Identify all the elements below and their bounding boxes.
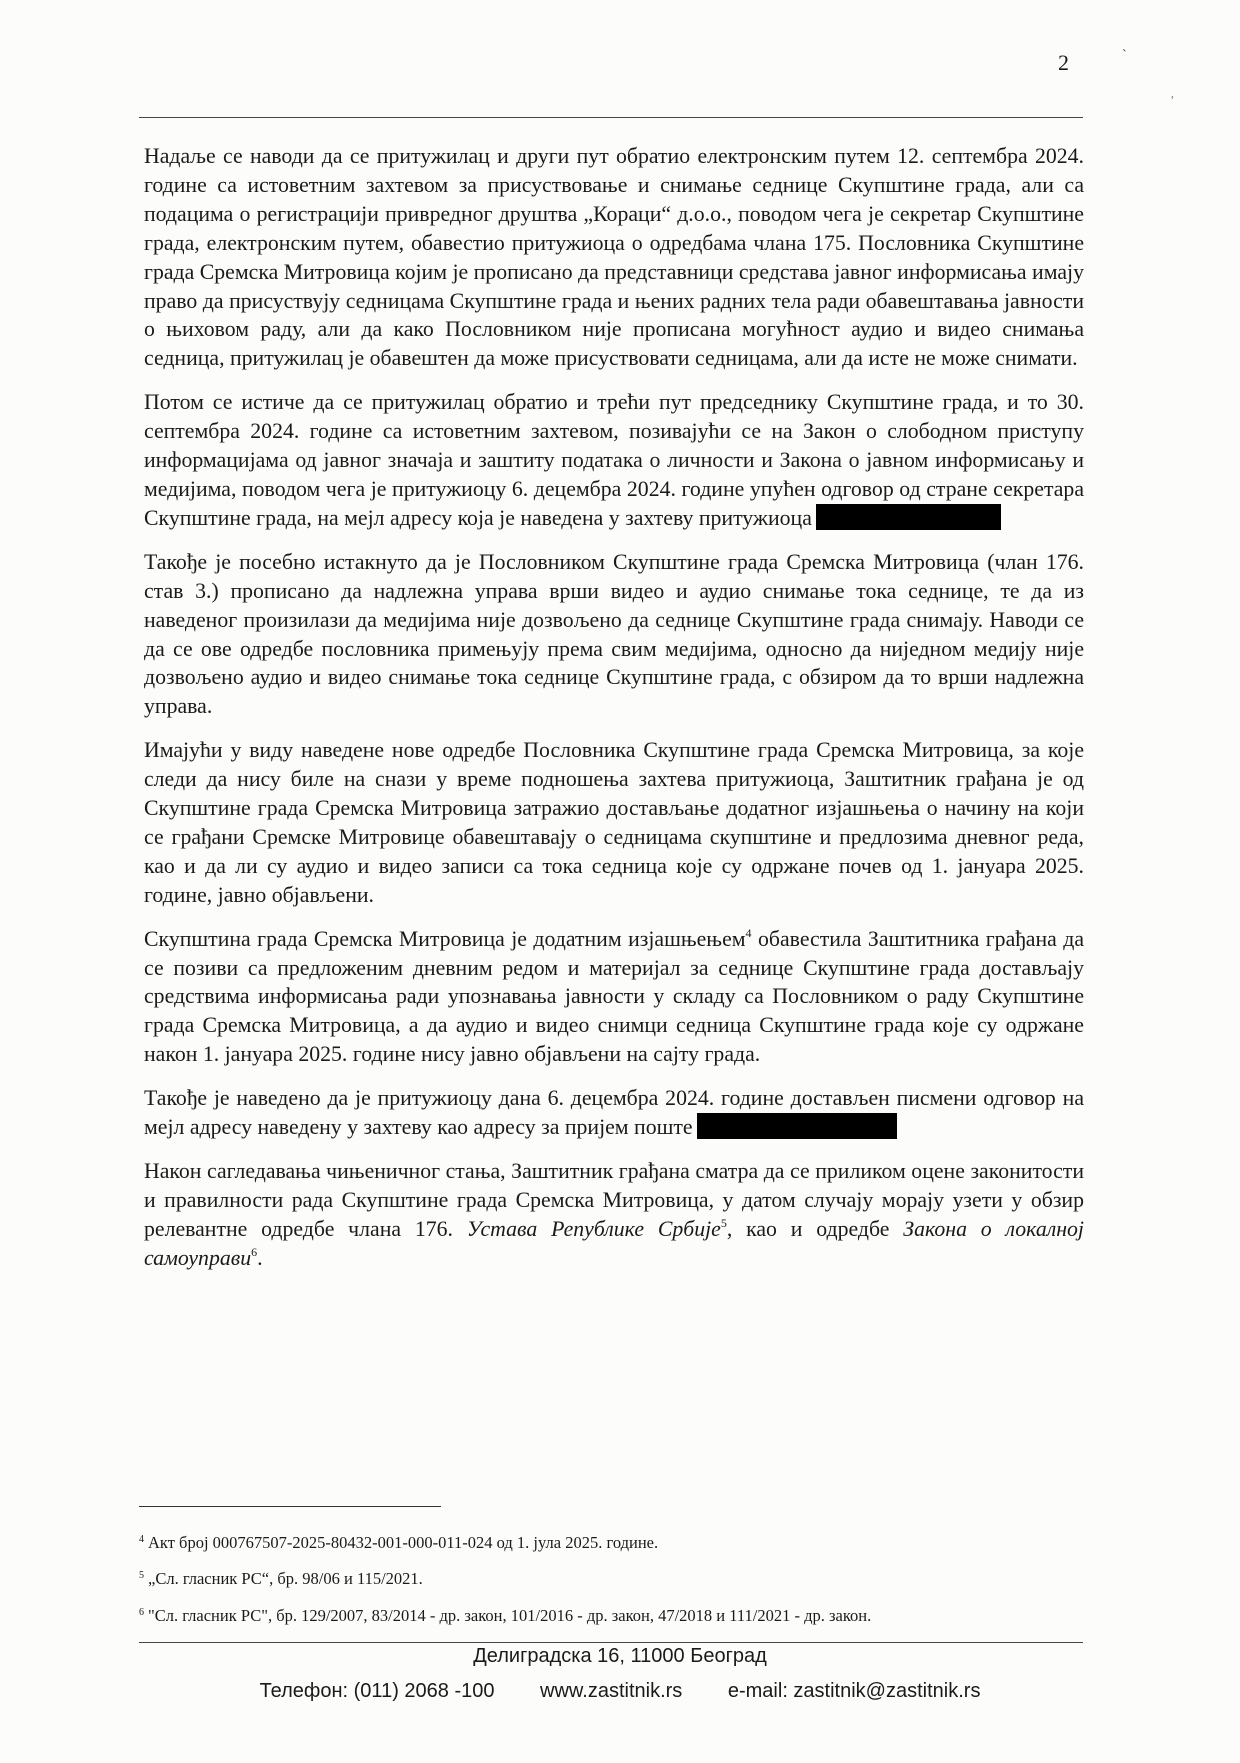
footnote (139, 1606, 871, 1626)
footnote-text: Акт број 000767507-2025-80432-001-000-011-024 од 1. јула 2025. године. (148, 1533, 659, 1552)
footer-phone: Телефон: (011) 2068 -100 (259, 1680, 495, 1702)
footer-website-link[interactable]: www.zastitnik.rs (540, 1680, 683, 1702)
paragraph (144, 925, 1084, 1070)
footnote-text: „Сл. гласник РС“, бр. 98/06 и 115/2021. (148, 1569, 423, 1588)
footer-email-link[interactable]: e-mail: zastitnik@zastitnik.rs (727, 1680, 981, 1702)
paragraph-text: обавестила Заштитника грађана да се позиви са предложеним дневним редом и материјал за седнице Скупштине града достављају средствима информисања ради упознавања јавности у складу са Пословником о раду Скупштине града Сремска Митровица, а да аудио и видео снимци седница Скупштине града које су одржане након 1. јануара 2025. године нису јавно објављени на сајту града. (144, 926, 1084, 1067)
scan-mark: ˋ (1122, 48, 1127, 63)
paragraph (144, 548, 1084, 721)
header-divider (139, 117, 1083, 118)
document-body (144, 142, 1084, 1288)
paragraph-text: , као и одредбе (726, 1216, 904, 1241)
paragraph (144, 736, 1084, 909)
footnote-divider (139, 1506, 441, 1507)
paragraph (144, 142, 1084, 373)
paragraph-text: Такође је посебно истакнуто да је Пословником Скупштине града Сремска Митровица (члан 176. став 3.) прописано да надлежна управа врши видео и аудио снимање тока седнице, те да из наведеног произилази да медијима није дозвољено да седнице Скупштине града снимају. Наводи се да се ове одредбе пословника примењују према свим медијима, односно да ниједном медију није дозвољено аудио и видео снимање тока седнице Скупштине града, с обзиром да то врши надлежна управа. (144, 549, 1084, 719)
paragraph-text: Скупштина града Сремска Митровица је додатним изјашњењем (144, 926, 746, 951)
paragraph-text: . (257, 1245, 263, 1270)
redacted-email (816, 504, 1001, 530)
footer-divider (139, 1642, 1083, 1643)
law-title: Устава Републике Србије (466, 1216, 721, 1241)
paragraph-text: Након сагледавања чињеничног стања, Заштитник грађана сматра да се приликом оцене законитости и правилности рада Скупштине града Сремска Митровица, у датом случају морају узети у обзир релевантне одредбе члана 176. (144, 1159, 1084, 1241)
footer-address: Делиградска 16, 11000 Београд (473, 1645, 767, 1667)
footnote-ref: 5 (720, 1215, 727, 1230)
scan-mark: ʿ (1170, 95, 1175, 110)
redacted-email (697, 1113, 897, 1139)
paragraph (144, 388, 1084, 533)
paragraph-text: Такође је наведено да је притужиоцу дана 6. децембра 2024. године достављен писмени одговор на мејл адресу наведену у захтеву као адресу за пријем поште (144, 1086, 1084, 1140)
footnote-number: 4 (139, 1534, 144, 1545)
paragraph-text: Имајући у виду наведене нове одредбе Пословника Скупштине града Сремска Митровица, за које следи да нису биле на снази у време подношења захтева притужиоца, Заштитник грађана је од Скупштине града Сремска Митровица затражио достављање додатног изјашњења о начину на који се грађани Сремске Митровице обавештавају о седницама скупштине и предлозима дневног реда, као и да ли су аудио и видео записи са тока седница које су одржане почев од 1. јануара 2025. године, јавно објављени. (144, 738, 1084, 907)
footnote (139, 1569, 423, 1589)
footnote-ref: 4 (745, 925, 752, 940)
footnote-number: 5 (139, 1570, 144, 1581)
footnote-ref: 6 (251, 1244, 258, 1259)
footnote-text: "Сл. гласник РС", бр. 129/2007, 83/2014 - др. закон, 101/2016 - др. закон, 47/2018 и 111/2021 - др. закон. (148, 1606, 872, 1625)
page-number: 2 (1058, 50, 1069, 75)
paragraph (144, 1157, 1084, 1273)
footer-contacts (0, 1680, 1240, 1703)
law-title: Закона о локалној самоуправи (144, 1216, 1084, 1270)
paragraph-text: Надаље се наводи да се притужилац и други пут обратио електронским путем 12. септембра 2024. године са истоветним захтевом за присуствовање и снимање седнице Скупштине града, али са подацима о регистрацији привредног друштва „Кораци“ д.о.о., поводом чега је секретар Скупштине града, електронским путем, обавестио притужиоца о одредбама члана 175. Пословника Скупштине града Сремска Митровица којим је прописано да представници средстава јавног информисања имају право да присуствују седницама Скупштине града и њених радних тела ради обавештавања јавности о њиховом раду, али да како Пословником није прописана могућност аудио и видео снимања седница, притужилац је обавештен да може присуствовати седницама, али да исте не може снимати. (144, 144, 1084, 371)
paragraph (144, 1084, 1084, 1142)
paragraph-text: Потом се истиче да се притужилац обратио и трећи пут председнику Скупштине града, и то 30. септембра 2024. године са истоветним захтевом, позивајући се на Закон о слободном приступу информацијама од јавног значаја и заштиту података о личности и Закона о јавном информисању и медијима, поводом чега је притужиоцу 6. децембра 2024. године упућен одговор од стране секретара Скупштине града, на мејл адресу која је наведена у захтеву притужиоца (144, 390, 1084, 530)
footnote-number: 6 (139, 1607, 144, 1618)
footnote (139, 1533, 658, 1553)
